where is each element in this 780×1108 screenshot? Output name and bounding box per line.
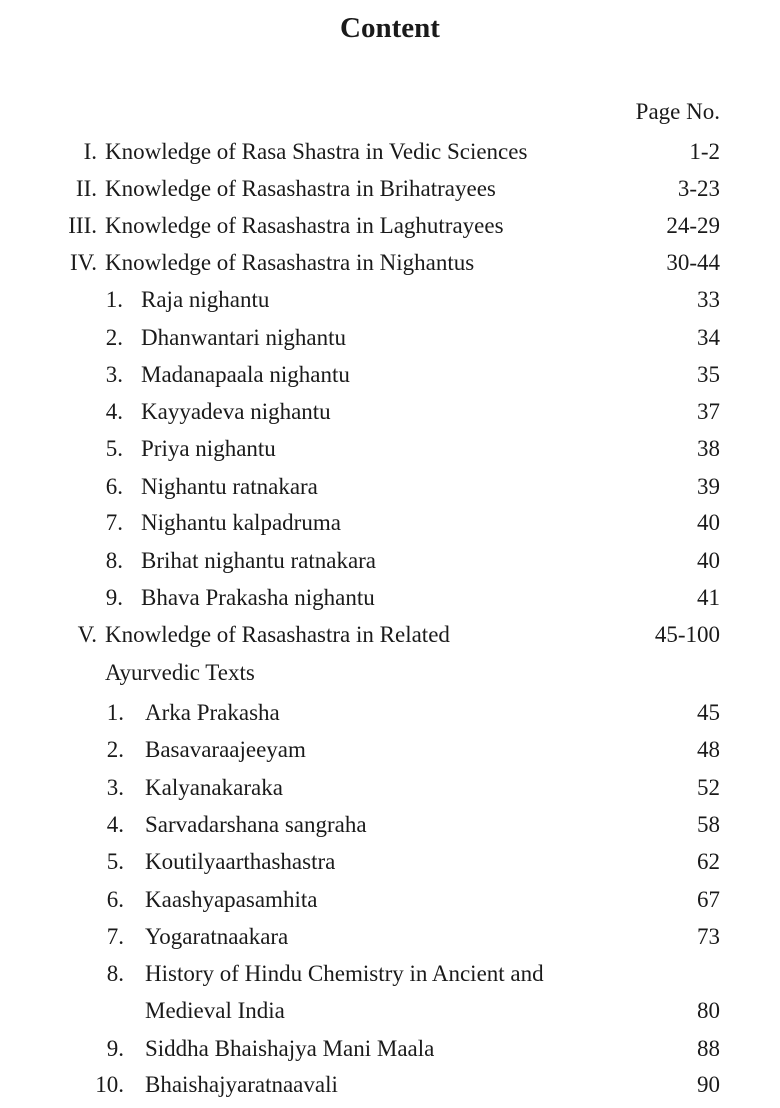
toc-entry [0,248,780,278]
entry-page: 45 [697,700,720,725]
toc-entry [0,698,780,728]
entry-page: 45-100 [654,622,720,647]
entry-page: 80 [697,998,720,1023]
entry-page: 40 [697,510,720,535]
entry-title: Knowledge of Rasashastra in Laghutrayees [105,213,504,238]
entry-title: Madanapaala nighantu [141,362,350,387]
entry-page: 24-29 [666,213,720,238]
entry-title: Kaashyapasamhita [145,887,318,912]
entry-page: 41 [697,585,720,610]
entry-number: 9. [106,1036,124,1061]
entry-page: 33 [697,287,720,312]
toc-entry [0,922,780,952]
page-number-header: Page No. [635,99,720,124]
entry-title: Brihat nighantu ratnakara [141,548,377,573]
toc-entry [0,211,780,241]
entry-title: Medieval India [145,998,285,1023]
entry-title: Dhanwantari nighantu [141,325,347,350]
entry-number: III. [68,213,97,238]
entry-page: 39 [697,474,720,499]
entry-page: 88 [697,1036,720,1061]
entry-title: Yogaratnaakara [145,924,289,949]
entry-page: 1-2 [689,139,720,164]
entry-title: History of Hindu Chemistry in Ancient and [145,961,544,986]
entry-number: 7. [106,924,124,949]
toc-entry [0,137,780,167]
entry-title: Knowledge of Rasashastra in Brihatrayees [105,176,496,201]
entry-number: 10. [95,1072,124,1097]
entry-page: 3-23 [677,176,720,201]
toc-entry [0,996,780,1026]
toc-entry [0,1034,780,1064]
entry-number: 4. [105,399,123,424]
entry-page: 40 [697,548,720,573]
entry-number: 8. [106,961,124,986]
page-title: Content [340,12,440,44]
entry-title: Ayurvedic Texts [105,660,255,685]
entry-title: Knowledge of Rasashastra in Related [105,622,450,647]
toc-entry [0,174,780,204]
entry-number: 2. [106,737,124,762]
entry-title: Siddha Bhaishajya Mani Maala [145,1036,435,1061]
entry-page: 52 [697,775,720,800]
entry-number: 9. [105,585,123,610]
entry-number: 2. [105,325,123,350]
toc-entry [0,1070,780,1100]
entry-title: Priya nighantu [141,436,276,461]
entry-title: Koutilyaarthashastra [145,849,336,874]
entry-number: V. [77,622,97,647]
entry-number: IV. [69,250,97,275]
entry-number: 6. [106,887,124,912]
entry-page: 90 [697,1072,720,1097]
toc-entry [0,658,780,688]
entry-number: 6. [105,474,123,499]
entry-number: 5. [106,849,124,874]
toc-entry [0,847,780,877]
toc-entry [0,546,780,576]
entry-title: Kayyadeva nighantu [141,399,331,424]
toc-entry [0,360,780,390]
toc-entry [0,583,780,613]
toc-entry [0,323,780,353]
toc-entry [0,735,780,765]
entry-number: 5. [105,436,123,461]
entry-number: II. [75,176,97,201]
entry-number: 3. [105,362,123,387]
toc-entry [0,773,780,803]
entry-page: 67 [697,887,720,912]
entry-number: 1. [106,700,124,725]
toc-entry [0,472,780,502]
toc-entry [0,434,780,464]
entry-title: Kalyanakaraka [145,775,283,800]
entry-title: Knowledge of Rasashastra in Nighantus [105,250,475,275]
toc-entry [0,397,780,427]
entry-title: Sarvadarshana sangraha [145,812,367,837]
toc-entry [0,508,780,538]
entry-page: 30-44 [666,250,720,275]
entry-number: 1. [105,287,123,312]
entry-number: I. [83,139,97,164]
toc-entry [0,959,780,989]
toc-entry [0,885,780,915]
entry-title: Nighantu ratnakara [141,474,318,499]
entry-page: 37 [697,399,720,424]
entry-title: Bhaishajyaratnaavali [145,1072,338,1097]
toc-entry [0,285,780,315]
entry-title: Arka Prakasha [145,700,280,725]
toc-entry [0,810,780,840]
entry-title: Knowledge of Rasa Shastra in Vedic Sciences [105,139,528,164]
entry-number: 3. [106,775,124,800]
entry-page: 38 [697,436,720,461]
entry-title: Nighantu kalpadruma [141,510,341,535]
entry-page: 35 [697,362,720,387]
entry-number: 4. [106,812,124,837]
entry-title: Basavaraajeeyam [145,737,306,762]
entry-page: 62 [697,849,720,874]
entry-page: 34 [697,325,720,350]
entry-number: 7. [105,510,123,535]
entry-page: 48 [697,737,720,762]
entry-title: Raja nighantu [141,287,270,312]
entry-title: Bhava Prakasha nighantu [141,585,375,610]
entry-page: 73 [697,924,720,949]
entry-page: 58 [697,812,720,837]
toc-entry [0,620,780,650]
entry-number: 8. [105,548,123,573]
